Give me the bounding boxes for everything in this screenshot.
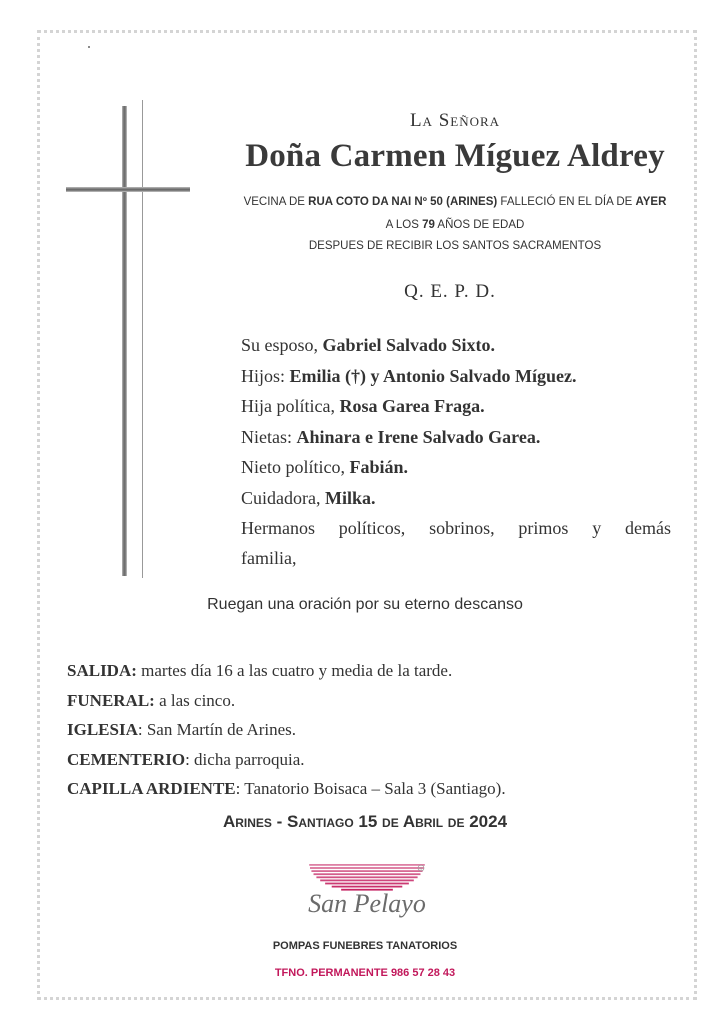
family-line bbox=[241, 330, 671, 361]
san-pelayo-logo bbox=[295, 862, 440, 932]
family-names: Ahinara e Irene Salvado Garea. bbox=[296, 426, 541, 447]
cross-vertical-line bbox=[142, 100, 143, 578]
family-line bbox=[241, 452, 671, 483]
family-extra-line: familia, bbox=[241, 548, 297, 568]
cross-vertical-bar bbox=[122, 106, 127, 576]
service-label: CAPILLA ARDIENTE bbox=[67, 779, 236, 798]
service-value: : San Martín de Arines. bbox=[137, 720, 297, 739]
family-line bbox=[241, 483, 671, 514]
family-label: Nietas: bbox=[241, 426, 297, 447]
service-row bbox=[67, 716, 667, 746]
age-suffix: AÑOS DE EDAD bbox=[434, 219, 525, 231]
residence-prefix: VECINA DE bbox=[243, 196, 309, 208]
logo-stripe bbox=[320, 880, 414, 882]
service-row bbox=[67, 687, 667, 717]
age-value: 79 bbox=[422, 219, 435, 231]
logo-stripe bbox=[314, 873, 421, 875]
service-label: CEMENTERIO bbox=[67, 749, 186, 769]
service-label: FUNERAL: bbox=[67, 690, 155, 710]
deceased-name: Doña Carmen Míguez Aldrey bbox=[245, 138, 665, 174]
speck bbox=[88, 46, 90, 48]
family-label: Hija política, bbox=[241, 396, 340, 416]
death-day: AYER bbox=[635, 196, 667, 208]
qepd: Q. E. P. D. bbox=[404, 281, 496, 302]
family-names: Rosa Garea Fraga. bbox=[339, 396, 485, 416]
phone-number: TFNO. PERMANENTE 986 57 28 43 bbox=[274, 967, 456, 979]
service-row bbox=[67, 746, 667, 776]
logo-arc-stripes bbox=[309, 864, 425, 891]
service-label: IGLESIA bbox=[67, 720, 138, 739]
service-details bbox=[67, 657, 667, 805]
age-prefix: A LOS bbox=[385, 219, 423, 231]
residence-line bbox=[200, 196, 710, 208]
family-line bbox=[241, 391, 671, 422]
address: RUA COTO DA NAI Nº 50 (ARINES) bbox=[308, 196, 498, 208]
family-label: Hijos: bbox=[241, 365, 290, 386]
service-label: SALIDA: bbox=[67, 661, 137, 680]
logo-stripe bbox=[332, 886, 403, 888]
family-label: Su esposo, bbox=[241, 335, 323, 355]
honorific: La Señora bbox=[409, 110, 501, 131]
logo-stripe bbox=[325, 883, 409, 885]
service-row bbox=[67, 657, 667, 687]
family-names: Milka. bbox=[324, 487, 376, 508]
registered-mark-letter: R bbox=[419, 866, 423, 871]
prayer-request: Ruegan una oración por su eterno descanso bbox=[207, 596, 523, 613]
service-value: : Tanatorio Boisaca – Sala 3 (Santiago). bbox=[235, 779, 506, 798]
family-names: Emilia (†) y Antonio Salvado Míguez. bbox=[289, 365, 577, 386]
sacraments-line: DESPUES DE RECIBIR LOS SANTOS SACRAMENTOS bbox=[308, 240, 602, 252]
service-row bbox=[67, 775, 667, 805]
family-names: Gabriel Salvado Sixto. bbox=[322, 335, 496, 355]
service-value: martes día 16 a las cuatro y media de la tarde. bbox=[136, 661, 453, 680]
logo-stripe bbox=[310, 867, 424, 869]
company-tagline: POMPAS FUNEBRES TANATORIOS bbox=[272, 940, 458, 952]
family-line bbox=[241, 361, 671, 392]
death-text: FALLECIÓ EN EL DÍA DE bbox=[497, 196, 636, 208]
logo-stripe bbox=[316, 876, 417, 878]
family-names: Fabián. bbox=[349, 457, 409, 477]
age-line bbox=[200, 219, 710, 231]
family-label: Nieto político, bbox=[241, 457, 350, 477]
logo-stripe bbox=[311, 870, 422, 872]
family-line bbox=[241, 422, 671, 453]
family-list bbox=[241, 330, 671, 573]
logo-wordmark: San Pelayo bbox=[308, 889, 426, 918]
family-label: Cuidadora, bbox=[241, 487, 325, 508]
family-extra-line: Hermanos políticos, sobrinos, primos y demás bbox=[241, 518, 671, 538]
place-date: Arines - Santiago 15 de Abril de 2024 bbox=[222, 812, 508, 831]
service-value: a las cinco. bbox=[154, 690, 236, 710]
logo-stripe bbox=[309, 864, 425, 866]
service-value: : dicha parroquia. bbox=[185, 749, 305, 769]
cross-horizontal-bar bbox=[66, 187, 190, 192]
